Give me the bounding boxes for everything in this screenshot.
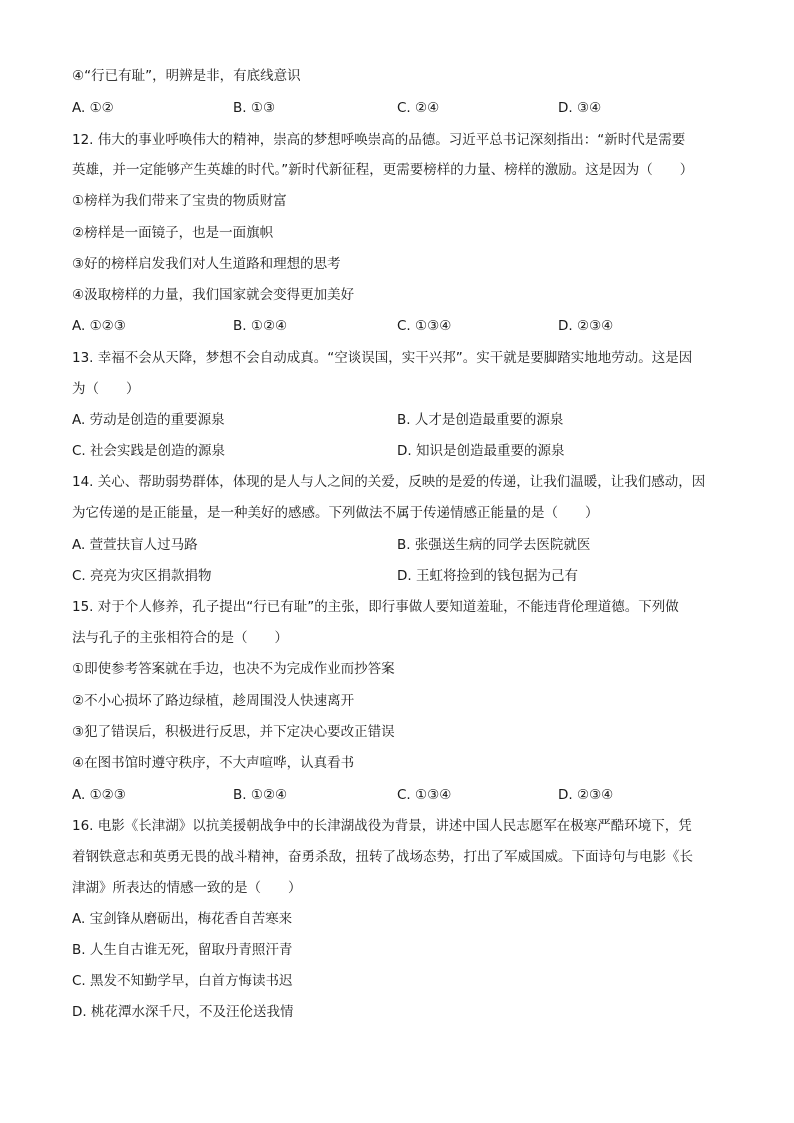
q13-options-row-1 <box>72 411 732 429</box>
q15-item-1: ①即使参考答案就在手边，也决不为完成作业而抄答案 <box>72 661 395 677</box>
q11-options <box>72 99 732 117</box>
q13-stem-line-1: 13. 幸福不会从天降，梦想不会自动成真。“空谈误国，实干兴邦”。实干就是要脚踏实地地劳动。这是因 <box>72 350 693 366</box>
q15-options <box>72 786 732 804</box>
q15-item-4: ④在图书馆时遵守秩序，不大声喧哗，认真看书 <box>72 755 355 771</box>
q12-item-3: ③好的榜样启发我们对人生道路和理想的思考 <box>72 256 341 272</box>
q16-option-a: A. 宝剑锋从磨砺出，梅花香自苦寒来 <box>72 911 293 927</box>
q12-item-4: ④汲取榜样的力量，我们国家就会变得更加美好 <box>72 287 355 303</box>
q14-option-a: A. 萱萱扶盲人过马路 <box>72 537 198 553</box>
q16-stem-line-3: 津湖》所表达的情感一致的是（ ） <box>72 880 302 896</box>
q15-option-b: B. ①②④ <box>233 787 288 803</box>
q14-option-d: D. 王虹将捡到的钱包据为己有 <box>397 568 578 584</box>
q11-option-a: A. ①② <box>72 100 114 116</box>
q15-stem-line-1: 15. 对于个人修养，孔子提出“行已有耻”的主张，即行事做人要知道羞耻，不能违背伦理道德。下列做 <box>72 599 679 615</box>
q12-option-d: D. ②③④ <box>558 318 614 334</box>
q12-options <box>72 317 732 335</box>
q15-option-c: C. ①③④ <box>397 787 452 803</box>
q15-stem-line-2: 法与孔子的主张相符合的是（ ） <box>72 630 288 646</box>
q11-option-c: C. ②④ <box>397 100 440 116</box>
q15-option-a: A. ①②③ <box>72 787 126 803</box>
q14-option-b: B. 张强送生病的同学去医院就医 <box>397 537 591 553</box>
q12-option-c: C. ①③④ <box>397 318 452 334</box>
q16-option-d: D. 桃花潭水深千尺，不及汪伦送我情 <box>72 1004 294 1020</box>
q11-item-4: ④“行已有耻”，明辨是非，有底线意识 <box>72 68 301 84</box>
q13-option-c: C. 社会实践是创造的源泉 <box>72 443 226 459</box>
q14-options-row-2 <box>72 567 732 585</box>
q11-option-b: B. ①③ <box>233 100 276 116</box>
q15-item-2: ②不小心损坏了路边绿植，趁周围没人快速离开 <box>72 693 355 709</box>
q12-option-a: A. ①②③ <box>72 318 126 334</box>
q14-options-row-1 <box>72 536 732 554</box>
q12-stem-line-2: 英雄，并一定能够产生英雄的时代。”新时代新征程，更需要榜样的力量、榜样的激励。这是因为（ ） <box>72 162 694 178</box>
q12-item-1: ①榜样为我们带来了宝贵的物质财富 <box>72 193 287 209</box>
q13-option-b: B. 人才是创造最重要的源泉 <box>397 412 564 428</box>
q11-option-d: D. ③④ <box>558 100 602 116</box>
q14-stem-line-1: 14. 关心、帮助弱势群体，体现的是人与人之间的关爱，反映的是爱的传递，让我们温暖，让我们感动，因 <box>72 474 706 490</box>
q13-stem-line-2: 为（ ） <box>72 381 140 397</box>
q13-option-d: D. 知识是创造最重要的源泉 <box>397 443 565 459</box>
q16-option-c: C. 黑发不知勤学早，白首方悔读书迟 <box>72 973 293 989</box>
q16-option-b: B. 人生自古谁无死，留取丹青照汗青 <box>72 942 293 958</box>
q16-stem-line-2: 着钢铁意志和英勇无畏的战斗精神，奋勇杀敌，扭转了战场态势，打出了军威国威。下面诗句与电影《长 <box>72 849 693 865</box>
q15-item-3: ③犯了错误后，积极进行反思，并下定决心要改正错误 <box>72 724 395 740</box>
q14-stem-line-2: 为它传递的是正能量，是一种美好的感感。下列做法不属于传递情感正能量的是（ ） <box>72 505 599 521</box>
q12-option-b: B. ①②④ <box>233 318 288 334</box>
q12-stem-line-1: 12. 伟大的事业呼唤伟大的精神，崇高的梦想呼唤崇高的品德。习近平总书记深刻指出：“新时代是需要 <box>72 132 686 148</box>
q14-option-c: C. 亮亮为灾区捐款捐物 <box>72 568 212 584</box>
q12-item-2: ②榜样是一面镜子，也是一面旗帜 <box>72 225 274 241</box>
q13-options-row-2 <box>72 442 732 460</box>
q15-option-d: D. ②③④ <box>558 787 614 803</box>
q13-option-a: A. 劳动是创造的重要源泉 <box>72 412 225 428</box>
q16-stem-line-1: 16. 电影《长津湖》以抗美援朝战争中的长津湖战役为背景，讲述中国人民志愿军在极寒严酷环境下，凭 <box>72 818 692 834</box>
